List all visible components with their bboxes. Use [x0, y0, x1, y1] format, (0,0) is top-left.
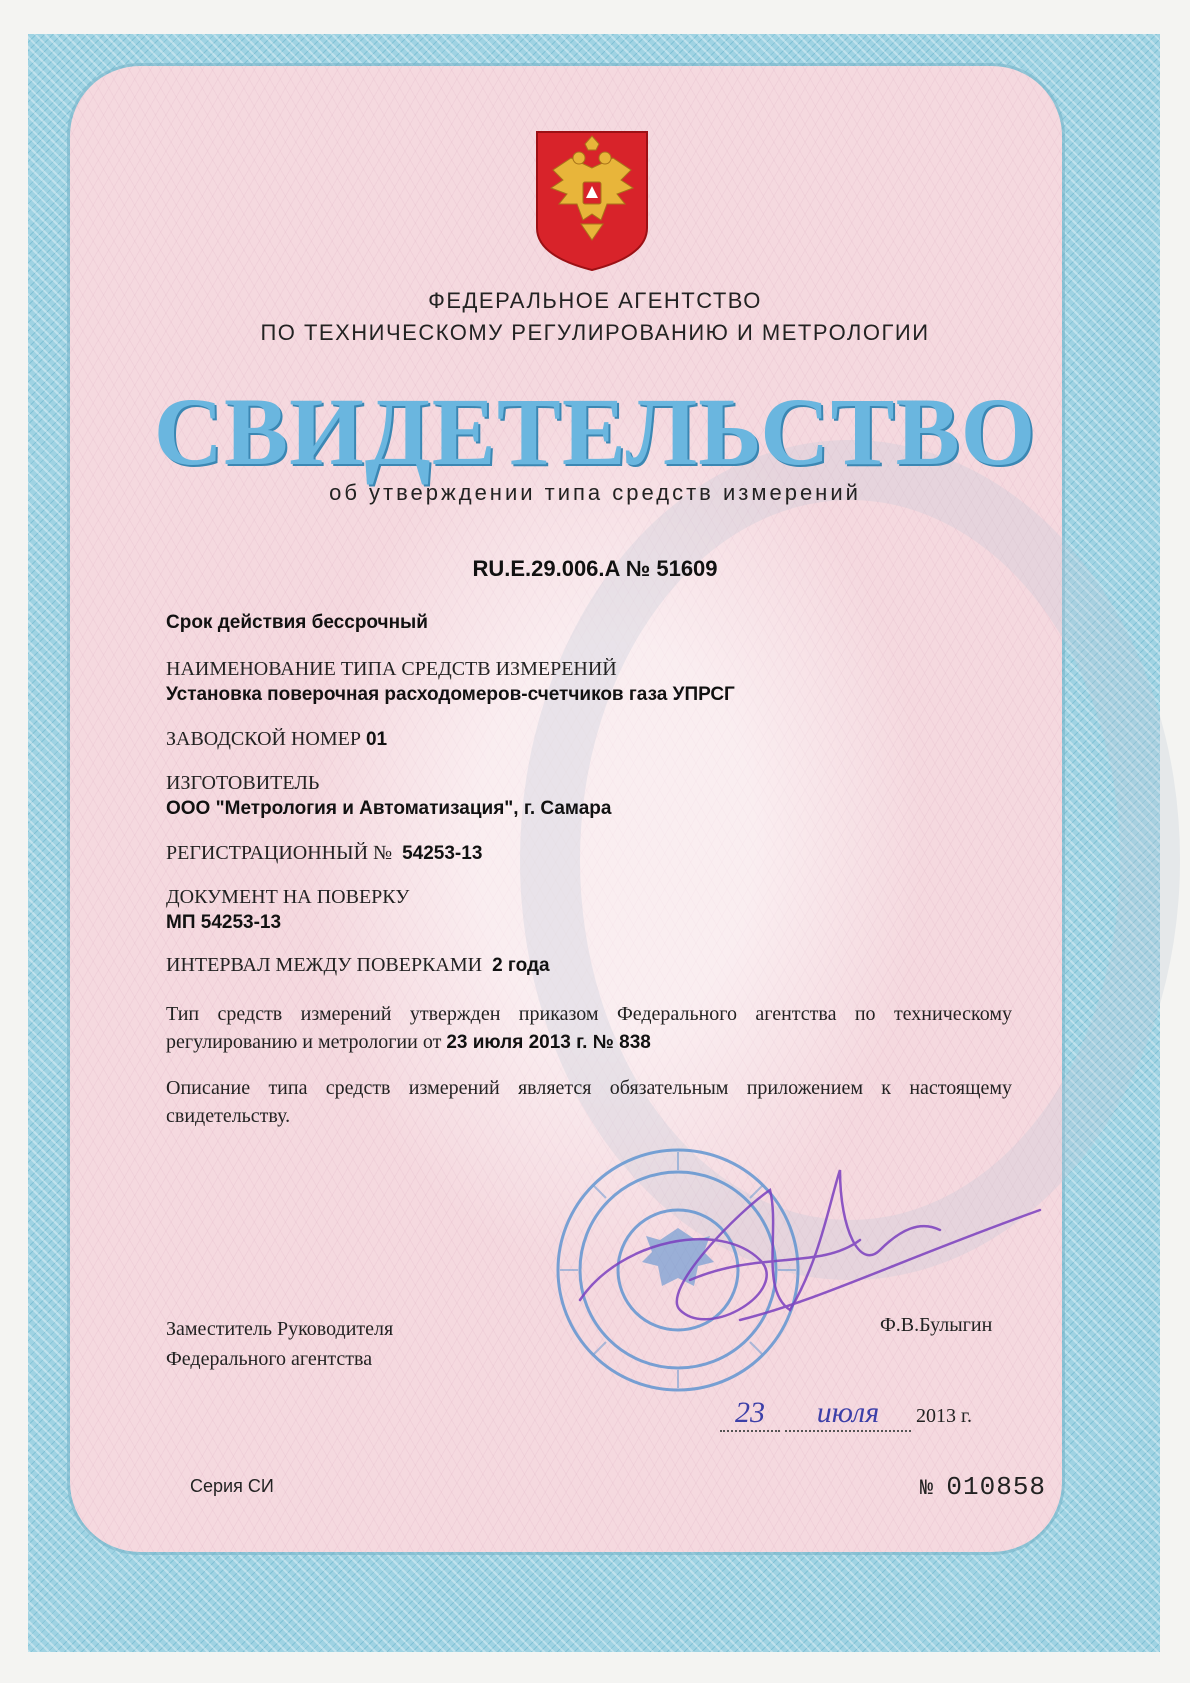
form-serial-value: 010858 [946, 1472, 1047, 1502]
manufacturer-value: ООО "Метрология и Автоматизация", г. Самара [166, 798, 612, 819]
verification-doc-label: ДОКУМЕНТ НА ПОВЕРКУ [166, 886, 410, 908]
order-paragraph [166, 1000, 1012, 1057]
registration-label: РЕГИСТРАЦИОННЫЙ № [166, 842, 393, 864]
signing-date-year: 2013 г. [916, 1405, 972, 1427]
serial-number-value: 01 [365, 729, 388, 750]
interval-label: ИНТЕРВАЛ МЕЖДУ ПОВЕРКАМИ [166, 954, 483, 976]
type-name-value: Установка поверочная расходомеров-счетчиков газа УПРСГ [166, 684, 735, 705]
agency-name-line1: ФЕДЕРАЛЬНОЕ АГЕНТСТВО [428, 288, 762, 313]
validity: Срок действия бессрочный [166, 612, 428, 633]
agency-name-line2: ПО ТЕХНИЧЕСКОМУ РЕГУЛИРОВАНИЮ И МЕТРОЛОГИИ [260, 320, 930, 345]
form-serial-prefix: № [920, 1476, 934, 1501]
signing-date [720, 1396, 972, 1432]
signatory-position-line2: Федерального агентства [166, 1348, 373, 1370]
order-date: 23 июля 2013 г. № 838 [446, 1032, 651, 1053]
signatory-position-line1: Заместитель Руководителя [166, 1318, 394, 1340]
registration-row [166, 842, 482, 865]
signing-date-month: июля [785, 1396, 911, 1432]
interval-value: 2 года [492, 955, 550, 976]
document-subtitle: об утверждении типа средств измерений [329, 480, 861, 505]
serial-number-row [166, 728, 387, 751]
signatory-name: Ф.В.Булыгин [880, 1314, 993, 1336]
signatory-position [166, 1314, 393, 1374]
type-name-label: НАИМЕНОВАНИЕ ТИПА СРЕДСТВ ИЗМЕРЕНИЙ [166, 658, 617, 680]
handwritten-signature [560, 1150, 1060, 1380]
verification-doc-value: МП 54253-13 [166, 912, 282, 933]
registration-value: 54253-13 [402, 843, 483, 864]
form-serial-number [920, 1472, 1046, 1502]
coat-of-arms-icon [533, 128, 651, 274]
interval-row [166, 954, 550, 977]
manufacturer-label: ИЗГОТОВИТЕЛЬ [166, 772, 320, 794]
signing-date-day: 23 [720, 1396, 780, 1432]
form-series: Серия СИ [190, 1476, 274, 1496]
document-title: СВИДЕТЕЛЬСТВО [153, 378, 1037, 485]
attachment-note: Описание типа средств измерений является обязательным приложением к настоящему свидетельству. [166, 1077, 1012, 1127]
certificate-number: RU.E.29.006.A № 51609 [472, 556, 718, 581]
order-text: Тип средств измерений утвержден приказом Федерального агентства по техническому регулированию и метрологии от [166, 1003, 1012, 1053]
serial-number-label: ЗАВОДСКОЙ НОМЕР [166, 728, 361, 750]
